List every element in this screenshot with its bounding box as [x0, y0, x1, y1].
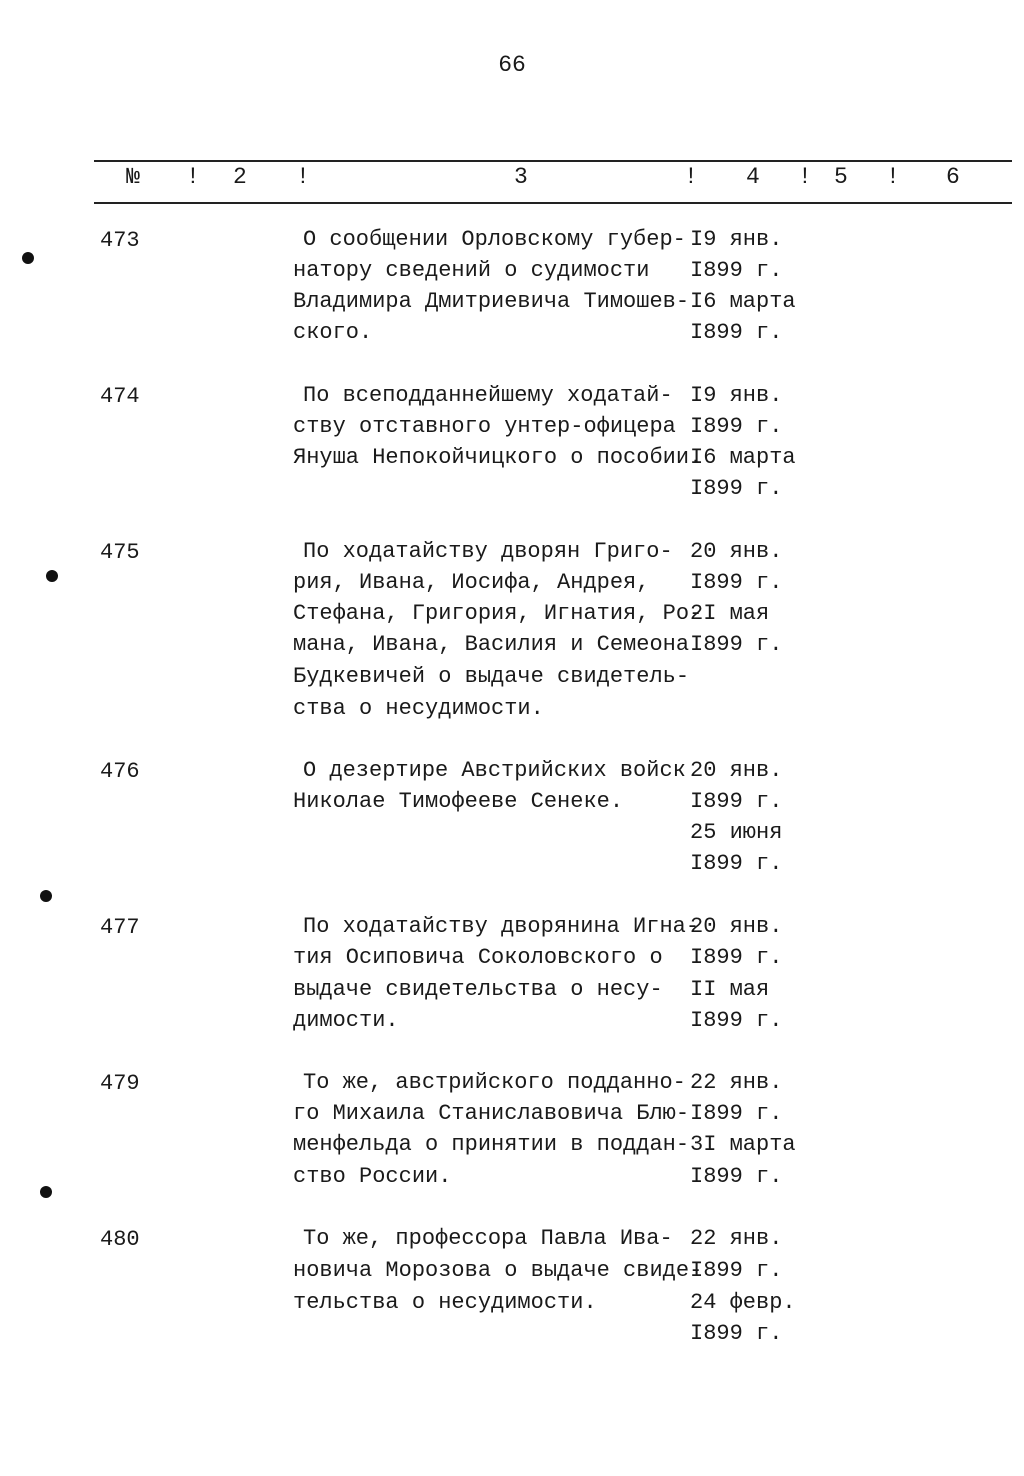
entry-date-line: I6 марта	[690, 289, 796, 314]
entry-desc-line: натору сведений о судимости	[293, 258, 650, 283]
binding-hole-mark	[40, 890, 52, 902]
entry-date-line: 20 янв.	[690, 539, 783, 564]
entry-desc-line: По ходатайству дворянина Игна-	[303, 914, 700, 939]
entry-number: 473	[100, 228, 140, 253]
entry-date-line: 24 февр.	[690, 1290, 796, 1315]
entry-date-line: 25 июня	[690, 820, 783, 845]
entry-desc-line: О дезертире Австрийских войск	[303, 758, 686, 783]
entry-date-line: I899 г.	[690, 414, 783, 439]
entry-desc-line: ства о несудимости.	[293, 696, 544, 721]
entry-date-line: I899 г.	[690, 851, 783, 876]
header-sep-4: !	[798, 164, 812, 190]
entry-date-line: I899 г.	[690, 1101, 783, 1126]
entry-date-line: I899 г.	[690, 570, 783, 595]
entry-date-line: I899 г.	[690, 1164, 783, 1189]
entry-date-line: I9 янв.	[690, 227, 783, 252]
entry-number: 477	[100, 915, 140, 940]
entry-date-line: I899 г.	[690, 320, 783, 345]
entry-desc-line: По ходатайству дворян Григо-	[303, 539, 673, 564]
header-col-3: 3	[514, 164, 528, 190]
header-rule-top	[94, 160, 1012, 162]
header-col-5: 5	[834, 164, 848, 190]
entry-date-line: I899 г.	[690, 1008, 783, 1033]
entry-number: 474	[100, 384, 140, 409]
binding-hole-mark	[40, 1186, 52, 1198]
header-col-2: 2	[233, 164, 247, 190]
entry-desc-line: новича Морозова о выдаче свиде-	[293, 1258, 703, 1283]
entry-date-line: 22 янв.	[690, 1070, 783, 1095]
entry-desc-line: Владимира Дмитриевича Тимошев-	[293, 289, 690, 314]
entry-desc-line: тельства о несудимости.	[293, 1290, 597, 1315]
entry-desc-line: димости.	[293, 1008, 399, 1033]
entry-desc-line: О сообщении Орловскому губер-	[303, 227, 686, 252]
entry-desc-line: То же, профессора Павла Ива-	[303, 1226, 673, 1251]
binding-hole-mark	[22, 252, 34, 264]
entry-desc-line: ство России.	[293, 1164, 452, 1189]
entry-desc-line: То же, австрийского подданно-	[303, 1070, 686, 1095]
entry-date-line: I899 г.	[690, 789, 783, 814]
header-rule-bottom	[94, 202, 1012, 204]
entry-date-line: 20 янв.	[690, 758, 783, 783]
entry-date-line: I899 г.	[690, 476, 783, 501]
header-sep-2: !	[296, 164, 310, 190]
entry-date-line: I899 г.	[690, 1321, 783, 1346]
entry-desc-line: выдаче свидетельства о несу-	[293, 977, 663, 1002]
entry-date-line: I899 г.	[690, 258, 783, 283]
entry-desc-line: Николае Тимофееве Сенеке.	[293, 789, 624, 814]
entry-desc-line: По всеподданнейшему ходатай-	[303, 383, 673, 408]
header-col-4: 4	[746, 164, 760, 190]
entry-desc-line: мана, Ивана, Василия и Семеона	[293, 632, 690, 657]
entry-date-line: 2I мая	[690, 601, 770, 626]
entry-desc-line: го Михаила Станиславовича Блю-	[293, 1101, 690, 1126]
entry-date-line: I899 г.	[690, 1258, 783, 1283]
page-number: 66	[498, 52, 526, 78]
entry-desc-line: ского.	[293, 320, 373, 345]
entry-desc-line: менфельда о принятии в поддан-	[293, 1132, 690, 1157]
entry-desc-line: Януша Непокойчицкого о пособии.	[293, 445, 703, 470]
binding-hole-mark	[46, 570, 58, 582]
entry-desc-line: ству отставного унтер-офицера	[293, 414, 676, 439]
header-col-6: 6	[946, 164, 960, 190]
entry-date-line: II мая	[690, 977, 770, 1002]
entry-desc-line: Будкевичей о выдаче свидетель-	[293, 664, 690, 689]
entry-date-line: I6 марта	[690, 445, 796, 470]
header-sep-1: !	[186, 164, 200, 190]
entry-date-line: I899 г.	[690, 632, 783, 657]
entry-date-line: 20 янв.	[690, 914, 783, 939]
entry-desc-line: рия, Ивана, Иосифа, Андрея,	[293, 570, 650, 595]
entry-date-line: I899 г.	[690, 945, 783, 970]
header-col-num: №	[126, 164, 140, 190]
header-sep-3: !	[684, 164, 698, 190]
entry-date-line: 3I марта	[690, 1132, 796, 1157]
entry-number: 476	[100, 759, 140, 784]
entry-number: 475	[100, 540, 140, 565]
entry-number: 479	[100, 1071, 140, 1096]
entry-date-line: I9 янв.	[690, 383, 783, 408]
entry-number: 480	[100, 1227, 140, 1252]
entry-desc-line: тия Осиповича Соколовского о	[293, 945, 663, 970]
entry-desc-line: Стефана, Григория, Игнатия, Ро-	[293, 601, 703, 626]
entry-date-line: 22 янв.	[690, 1226, 783, 1251]
header-sep-5: !	[886, 164, 900, 190]
